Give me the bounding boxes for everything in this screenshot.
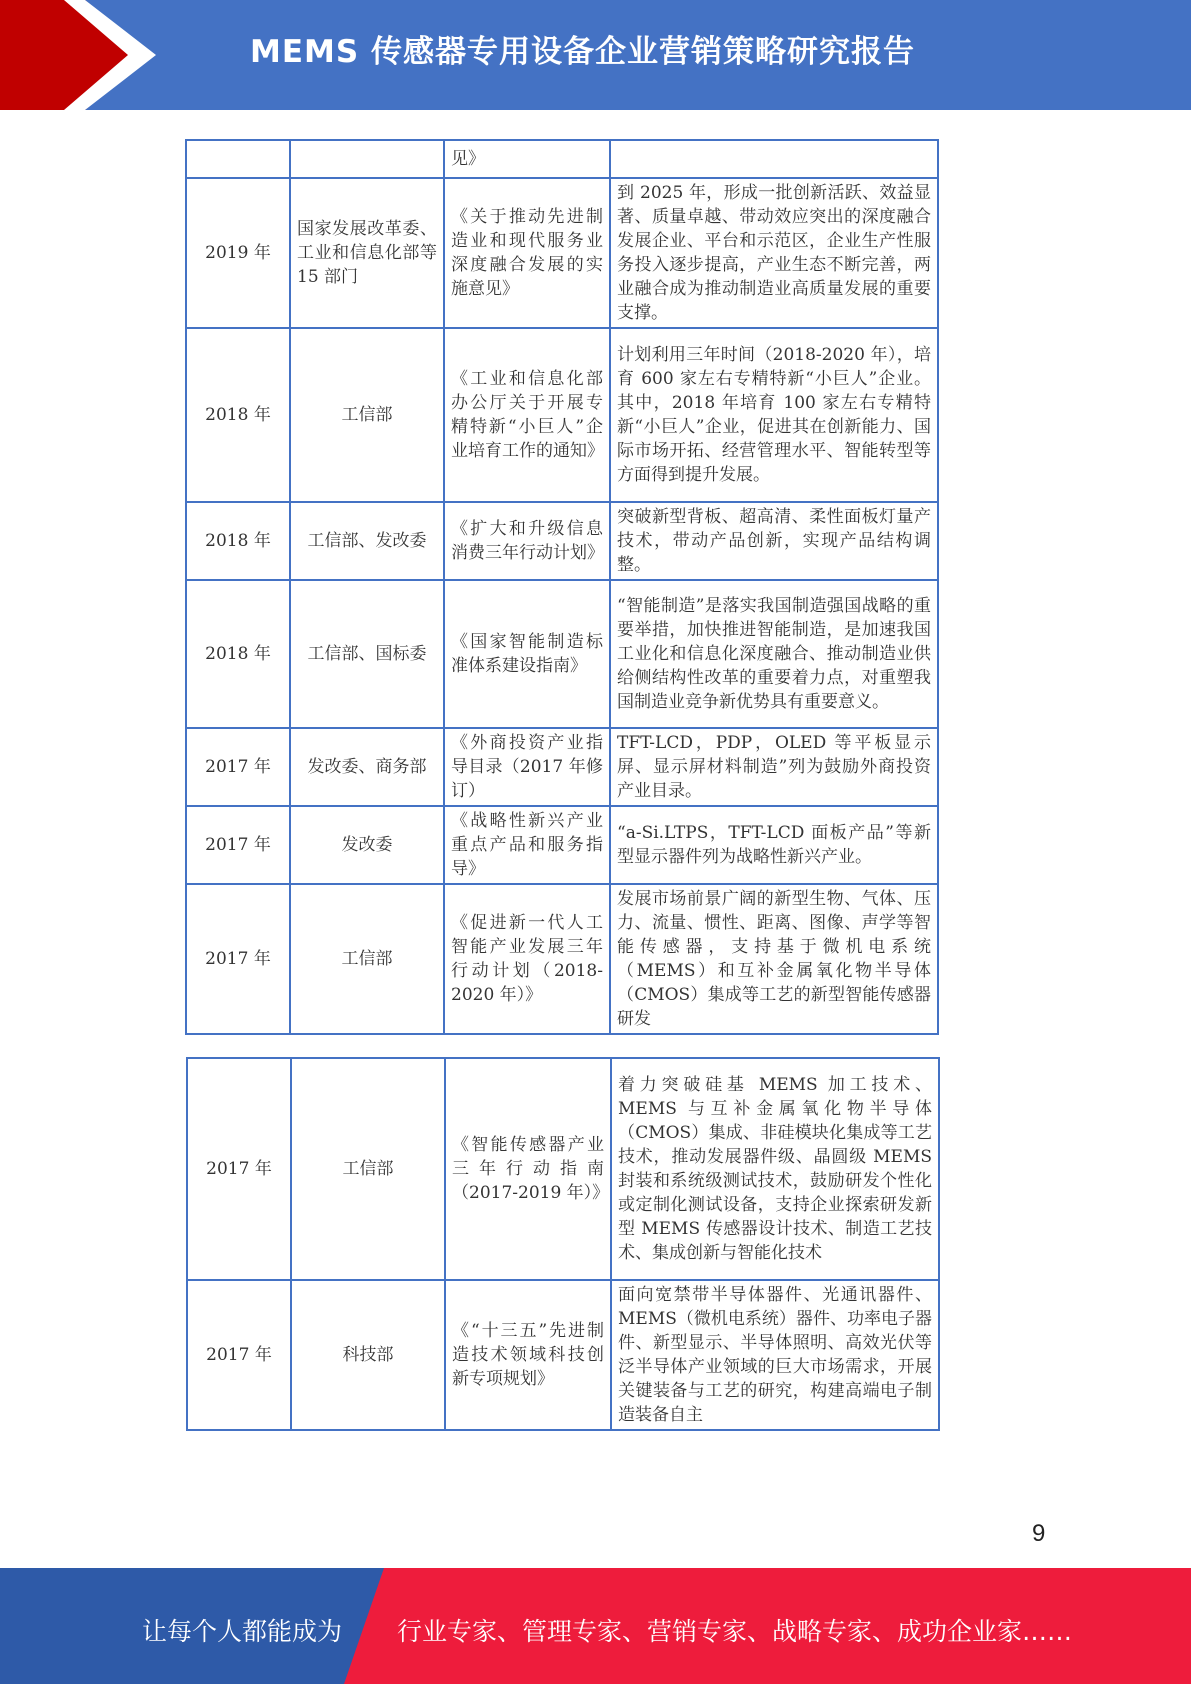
year-cell: 2017 年 xyxy=(186,884,290,1034)
year-cell xyxy=(186,140,290,178)
page-header xyxy=(0,0,1191,110)
table-row xyxy=(186,884,938,1034)
doc-cell: 《“十三五”先进制造技术领域科技创新专项规划》 xyxy=(445,1280,611,1430)
table-row xyxy=(187,1058,939,1280)
dept-cell: 发改委 xyxy=(290,806,444,884)
footer-slogan-right: 行业专家、管理专家、营销专家、战略专家、成功企业家…… xyxy=(397,1617,1073,1646)
dept-cell: 发改委、商务部 xyxy=(290,728,444,806)
page-number: 9 xyxy=(1032,1520,1046,1547)
table-row xyxy=(186,178,938,328)
table-row xyxy=(187,1280,939,1430)
table-row xyxy=(186,502,938,580)
report-title: MEMS 传感器专用设备企业营销策略研究报告 xyxy=(250,34,915,70)
year-cell: 2017 年 xyxy=(187,1280,291,1430)
table-row xyxy=(186,806,938,884)
desc-cell xyxy=(610,140,938,178)
year-cell: 2018 年 xyxy=(186,502,290,580)
policy-table-1 xyxy=(185,139,939,1035)
dept-cell xyxy=(290,140,444,178)
desc-cell: TFT-LCD，PDP，OLED 等平板显示屏、显示屏材料制造”列为鼓励外商投资产业目录。 xyxy=(610,728,938,806)
doc-cell: 《外商投资产业指导目录（2017 年修订） xyxy=(444,728,610,806)
desc-cell: 面向宽禁带半导体器件、光通讯器件、MEMS（微机电系统）器件、功率电子器件、新型显示、半导体照明、高效光伏等泛半导体产业领域的巨大市场需求，开展关键装备与工艺的研究，构建高端电子制造装备自主 xyxy=(611,1280,939,1430)
header-red-block xyxy=(0,0,150,110)
desc-cell: 计划利用三年时间（2018-2020 年），培育 600 家左右专精特新“小巨人”企业。其中，2018 年培育 100 家左右专精特新“小巨人”企业，促进其在创新能力、国际市场开拓、经营管理水平、智能转型等方面得到提升发展。 xyxy=(610,328,938,502)
dept-cell: 工信部、国标委 xyxy=(290,580,444,728)
desc-cell: 到 2025 年，形成一批创新活跃、效益显著、质量卓越、带动效应突出的深度融合发展企业、平台和示范区，企业生产性服务投入逐步提高，产业生态不断完善，两业融合成为推动制造业高质量发展的重要支撑。 xyxy=(610,178,938,328)
year-cell: 2017 年 xyxy=(186,806,290,884)
desc-cell: “智能制造”是落实我国制造强国战略的重要举措，加快推进智能制造，是加速我国工业化和信息化深度融合、推动制造业供给侧结构性改革的重要着力点，对重塑我国制造业竞争新优势具有重要意义。 xyxy=(610,580,938,728)
dept-cell: 工信部 xyxy=(291,1058,445,1280)
page-footer xyxy=(0,1568,1191,1684)
dept-cell: 国家发展改革委、工业和信息化部等 15 部门 xyxy=(290,178,444,328)
doc-cell: 《扩大和升级信息消费三年行动计划》 xyxy=(444,502,610,580)
desc-cell: 发展市场前景广阔的新型生物、气体、压力、流量、惯性、距离、图像、声学等智能传感器，支持基于微机电系统（MEMS）和互补金属氧化物半导体（CMOS）集成等工艺的新型智能传感器研发 xyxy=(610,884,938,1034)
table-row xyxy=(186,140,938,178)
table-row xyxy=(186,728,938,806)
dept-cell: 工信部、发改委 xyxy=(290,502,444,580)
desc-cell: 着力突破硅基 MEMS 加工技术、MEMS 与互补金属氧化物半导体（CMOS）集成、非硅模块化集成等工艺技术，推动发展器件级、晶圆级 MEMS 封装和系统级测试技术，鼓励研发个性化或定制化测试设备，支持企业探索研发新型 MEMS 传感器设计技术、制造工艺技术、集成创新与智能化技术 xyxy=(611,1058,939,1280)
doc-cell: 《战略性新兴产业重点产品和服务指导》 xyxy=(444,806,610,884)
desc-cell: “a-Si.LTPS，TFT-LCD 面板产品”等新型显示器件列为战略性新兴产业。 xyxy=(610,806,938,884)
dept-cell: 工信部 xyxy=(290,328,444,502)
year-cell: 2017 年 xyxy=(187,1058,291,1280)
footer-slogan-left: 让每个人都能成为 xyxy=(142,1617,343,1646)
year-cell: 2018 年 xyxy=(186,580,290,728)
dept-cell: 工信部 xyxy=(290,884,444,1034)
table-row xyxy=(186,580,938,728)
doc-cell: 《工业和信息化部办公厅关于开展专精特新“小巨人”企业培育工作的通知》 xyxy=(444,328,610,502)
desc-cell: 突破新型背板、超高清、柔性面板灯量产技术，带动产品创新，实现产品结构调整。 xyxy=(610,502,938,580)
doc-cell: 《智能传感器产业三年行动指南（2017-2019 年）》 xyxy=(445,1058,611,1280)
doc-cell: 见》 xyxy=(444,140,610,178)
year-cell: 2017 年 xyxy=(186,728,290,806)
doc-cell: 《国家智能制造标准体系建设指南》 xyxy=(444,580,610,728)
year-cell: 2019 年 xyxy=(186,178,290,328)
year-cell: 2018 年 xyxy=(186,328,290,502)
policy-table-2 xyxy=(186,1057,940,1431)
table-row xyxy=(186,328,938,502)
doc-cell: 《关于推动先进制造业和现代服务业深度融合发展的实施意见》 xyxy=(444,178,610,328)
dept-cell: 科技部 xyxy=(291,1280,445,1430)
doc-cell: 《促进新一代人工智能产业发展三年行动计划（2018-2020 年）》 xyxy=(444,884,610,1034)
